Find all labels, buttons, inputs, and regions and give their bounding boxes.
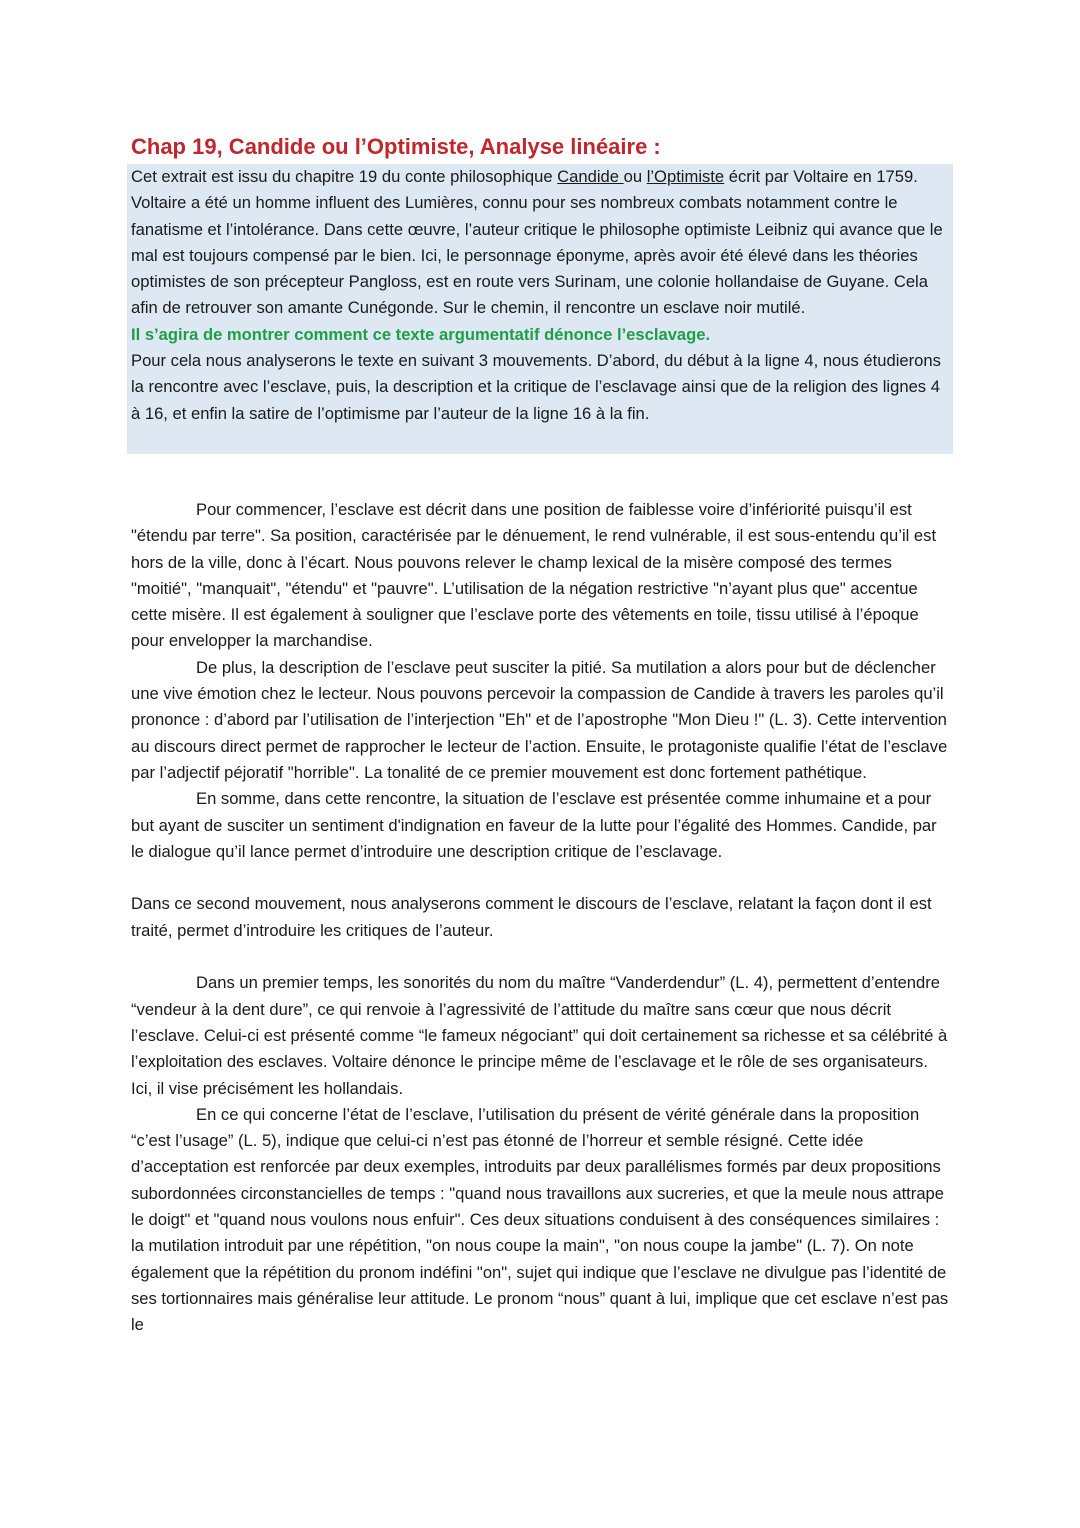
paragraph-2: De plus, la description de l’esclave peut susciter la pitié. Sa mutilation a alors pour but de déclencher une vive émotion chez le lecteur. Nous pouvons percevoir la compassion de Candide à travers les paroles qu’il prononce : d’abord par l’utilisation de l’interjection "Eh" et de l’apostrophe "Mon Dieu !" (L. 3). Cette intervention au discours direct permet de rapprocher le lecteur de l’action. Ensuite, le protagoniste qualifie l’état de l’esclave par l’adjectif péjoratif "horrible". La tonalité de ce premier mouvement est donc fortement pathétique. xyxy=(131,657,948,782)
analysis-body xyxy=(131,497,951,1339)
spacer xyxy=(131,865,951,891)
intro-context: Cet extrait est issu du chapitre 19 du conte philosophique Candide ou l’Optimiste écrit par Voltaire en 1759. Voltaire a été un homme influent des Lumières, connu pour ses nombreux combats notamment contre le fanatisme et l’intolérance. Dans cette œuvre, l’auteur critique le philosophe optimiste Leibniz qui avance que le mal est toujours compensé par le bien. Ici, le personnage éponyme, après avoir été élevé dans les théories optimistes de son précepteur Pangloss, est en route vers Surinam, une colonie hollandaise de Guyane. Cela afin de retrouver son amante Cunégonde. Sur le chemin, il rencontre un esclave noir mutilé. xyxy=(131,167,943,318)
paragraph-1: Pour commencer, l’esclave est décrit dans une position de faiblesse voire d’infériorité puisqu’il est "étendu par terre". Sa position, caractérisée par le dénuement, le rend vulnérable, il est sous-entendu qu’il est hors de la ville, donc à l’écart. Nous pouvons relever le champ lexical de la misère composé des termes "moitié", "manquait", "étendu" et "pauvre". L’utilisation de la négation restrictive "n’ayant plus que" accentue cette misère. Il est également à souligner que l’esclave porte des vêtements en toile, tissu utilisé à l’époque pour envelopper la marchandise. xyxy=(131,500,937,651)
page-title: Chap 19, Candide ou l’Optimiste, Analyse linéaire : xyxy=(131,134,661,159)
introduction xyxy=(131,164,951,427)
paragraph-5: Dans un premier temps, les sonorités du nom du maître “Vanderdendur” (L. 4), permettent d’entendre “vendeur à la dent dure”, ce qui renvoie à l’agressivité de l’attitude du maître sans cœur que nous décrit l’esclave. Celui-ci est présenté comme “le fameux négociant” qui doit certainement sa richesse et sa célébrité à l’exploitation des esclaves. Voltaire dénonce le principe même de l’esclavage et le rôle de ses organisateurs. Ici, il vise précisément les hollandais. xyxy=(131,973,948,1098)
paragraph-4: Dans ce second mouvement, nous analyserons comment le discours de l’esclave, relatant la façon dont il est traité, permet d’introduire les critiques de l’auteur. xyxy=(131,894,932,940)
paragraph-6: En ce qui concerne l’état de l’esclave, l’utilisation du présent de vérité générale dans la proposition “c’est l’usage” (L. 5), indique que celui-ci n’est pas étonné de l’horreur et semble résigné. Cette idée d’acceptation est renforcée par deux exemples, introduits par deux parallélismes formés par deux propositions subordonnées circonstancielles de temps : "quand nous travaillons aux sucreries, et que la meule nous attrape le doigt" et "quand nous voulons nous enfuir". Ces deux situations conduisent à des conséquences similaires : la mutilation introduit par une répétition, "on nous coupe la main", "on nous coupe la jambe" (L. 7). On note également que la répétition du pronom indéfini "on", sujet qui indique que l’esclave ne divulgue pas l’identité de ses tortionnaires mais généralise leur attitude. Le pronom “nous” quant à lui, implique que cet esclave n’est pas le xyxy=(131,1104,949,1335)
spacer xyxy=(131,944,951,970)
work-title-candide: Candide xyxy=(557,167,624,186)
plan-annonce: Pour cela nous analyserons le texte en suivant 3 mouvements. D’abord, du début à la ligne 4, nous étudierons la rencontre avec l’esclave, puis, la description et la critique de l’esclavage ainsi que de la religion des lignes 4 à 16, et enfin la satire de l’optimisme par l’auteur de la ligne 16 à la fin. xyxy=(131,351,941,423)
paragraph-3: En somme, dans cette rencontre, la situation de l’esclave est présentée comme inhumaine et a pour but ayant de susciter un sentiment d'indignation en faveur de la lutte pour l’égalité des Hommes. Candide, par le dialogue qu’il lance permet d’introduire une description critique de l’esclavage. xyxy=(131,789,937,861)
work-title-optimiste: l’Optimiste xyxy=(646,167,725,186)
problematique: Il s’agira de montrer comment ce texte argumentatif dénonce l’esclavage. xyxy=(131,324,711,344)
